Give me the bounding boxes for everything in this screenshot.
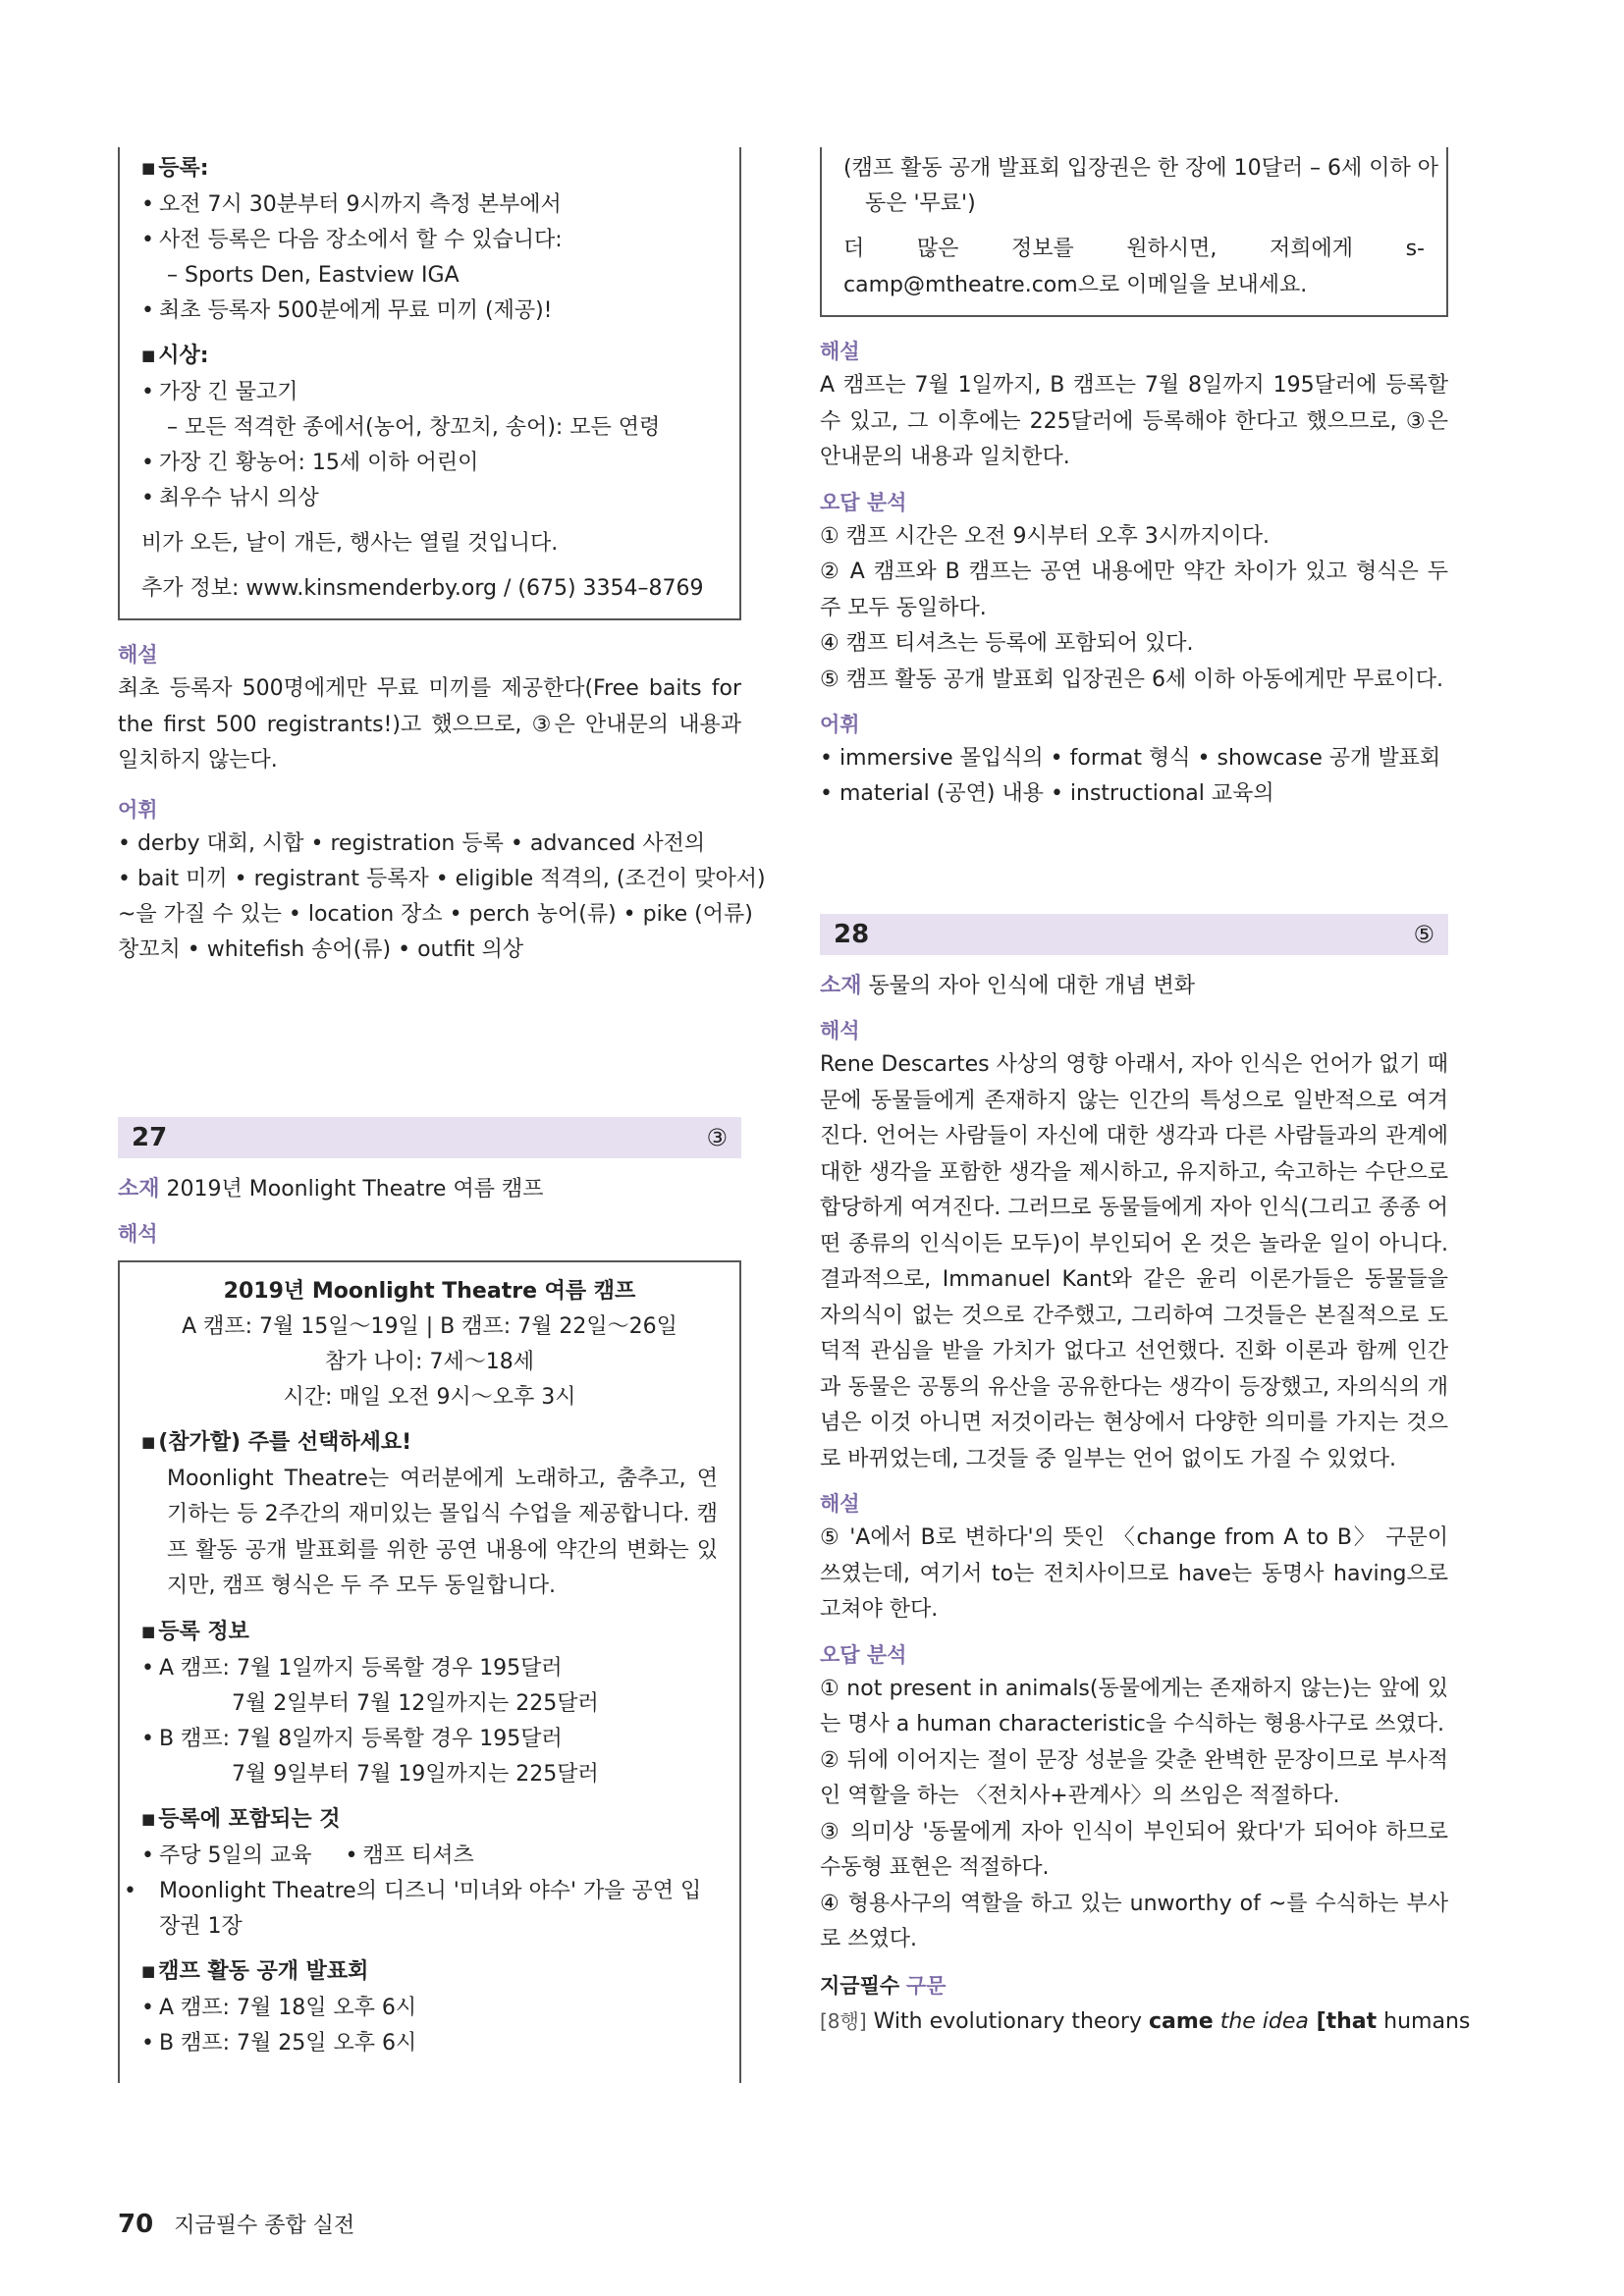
explanation-label: 해설 xyxy=(820,1492,860,1516)
vocab-line: • immersive 몰입식의 • format 형식 • showcase 공개 발표회 xyxy=(820,746,1441,771)
syntax-label: 지금필수 구문 xyxy=(820,1973,947,1998)
wrong-analysis-item: ④ 형용사구의 역할을 하고 있는 unworthy of ~를 수식하는 부사로 쓰였다. xyxy=(820,1891,1448,1951)
ticket-line: (캠프 활동 공개 발표회 입장권은 한 장에 10달러 – 6세 이하 아 xyxy=(843,156,1439,181)
wrong-analysis-label: 오답 분석 xyxy=(820,1642,907,1667)
choose-text: Moonlight Theatre는 여러분에게 노래하고, 춤추고, 연기하는 등 2주간의 재미있는 몰입식 수업을 제공합니다. 캠프 활동 공개 발표회를 위한 공연 내용에 약간의 변화는 있지만, 캠프 형식은 두 주 모두 동일합니다. xyxy=(167,1466,718,1598)
vocab-label: 어휘 xyxy=(820,713,860,736)
syntax-example: [8행] With evolutionary theory came the idea [that humans xyxy=(820,2008,1471,2034)
camp-dates: A 캠프: 7월 15일～19일 | B 캠프: 7월 22일～26일 xyxy=(182,1313,677,1339)
list-item: • 최초 등록자 500분에게 무료 미끼 (제공)! xyxy=(141,298,553,323)
prizes-heading: ■ 시상: xyxy=(141,344,209,368)
vocab-line: • material (공연) 내용 • instructional 교육의 xyxy=(820,781,1274,806)
registration-heading: ■ 등록: xyxy=(141,156,209,181)
camp-title: 2019년 Moonlight Theatre 여름 캠프 xyxy=(223,1278,636,1304)
question-number: 27 xyxy=(132,1122,168,1152)
list-item: • 가장 긴 물고기 xyxy=(141,380,298,404)
list-item: • A 캠프: 7월 1일까지 등록할 경우 195달러 xyxy=(141,1655,563,1681)
explanation-text: 최초 등록자 500명에게만 무료 미끼를 제공한다(Free baits for the first 500 registrants!)고 했으므로, ③은 안내문의 내용과 일치하지 않는다. xyxy=(118,676,741,773)
left-column xyxy=(118,147,766,2083)
explanation-label: 해설 xyxy=(118,643,158,667)
wrong-analysis-item: ② 뒤에 이어지는 절이 문장 성분을 갖춘 완벽한 문장이므로 부사적인 역할을 하는 〈전치사+관계사〉의 쓰임은 적절하다. xyxy=(820,1747,1448,1808)
explanation-label: 해설 xyxy=(820,340,860,363)
explanation-text: ⑤ 'A에서 B로 변하다'의 뜻인 〈change from A to B〉 구문이 쓰였는데, 여기서 to는 전치사이므로 have는 동명사 having으로 고쳐야 한다. xyxy=(820,1525,1448,1622)
right-column xyxy=(820,147,1471,2040)
choose-heading: ■ (참가할) 주를 선택하세요! xyxy=(141,1429,412,1455)
wrong-analysis-item: ② A 캠프와 B 캠프는 공연 내용에만 약간 차이가 있고 형식은 두 주 모두 동일하다. xyxy=(820,560,1448,620)
showcase-heading: ■ 캠프 활동 공개 발표회 xyxy=(141,1958,369,1984)
vocab-line: ~을 가질 수 있는 • location 장소 • perch 농어(류) • pike (어류) xyxy=(118,901,753,927)
topic-line: 소재 동물의 자아 인식에 대한 개념 변화 xyxy=(820,974,1196,998)
vocab-line: 창꼬치 • whitefish 송어(류) • outfit 의상 xyxy=(118,936,524,962)
question-27-header xyxy=(118,1117,741,1158)
included-heading: ■ 등록에 포함되는 것 xyxy=(141,1806,341,1832)
list-item: • B 캠프: 7월 25일 오후 6시 xyxy=(141,2030,417,2056)
translation-text: Rene Descartes 사상의 영향 아래서, 자아 인식은 언어가 없기 때문에 동물들에게 존재하지 않는 인간의 특성으로 일반적으로 여겨진다. 언어는 사람들이 자신에 대한 생각과 다른 사람들과의 관계에 대한 생각을 포함한 생각을 제시하고, 유지하고, 숙고하는 수단으로 합당하게 여겨진다. 그러므로 동물들에게 자아 인식(그리고 종종 어떤 종류의 인식이든 모두)이 부인되어 온 것은 놀라운 일이 아니다. 결과적으로, Immanuel Kant와 같은 윤리 이론가들은 동물들을 자의식이 없는 것으로 간주했고, 그리하여 그것들은 본질적으로 도덕적 관심을 받을 가치가 없다고 선언했다. 진화 이론과 함께 인간과 동물은 공통의 유산을 공유한다는 생각이 등장했고, 자의식의 개념은 이것 아니면 저것이라는 현상에서 다양한 의미를 가지는 것으로 바뀌었는데, 그것들 중 일부는 언어 없이도 가질 수 있었다. xyxy=(820,1052,1448,1471)
wrong-analysis-label: 오답 분석 xyxy=(820,490,907,514)
rain-note: 비가 오든, 날이 개든, 행사는 열릴 것입니다. xyxy=(141,531,559,556)
list-item: 7월 2일부터 7월 12일까지는 225달러 xyxy=(232,1690,599,1716)
vocab-list xyxy=(820,741,1448,812)
explanation-text: A 캠프는 7월 1일까지, B 캠프는 7월 8일까지 195달러에 등록할 수 있고, 그 이후에는 225달러에 등록해야 한다고 했으므로, ③은 안내문의 내용과 일치한다. xyxy=(820,373,1448,469)
derby-notice-box xyxy=(118,147,741,620)
answer-badge: ⑤ xyxy=(1413,921,1435,948)
wrong-analysis-item: ④ 캠프 티셔츠는 등록에 포함되어 있다. xyxy=(820,631,1194,656)
page-number: 70 xyxy=(118,2210,154,2239)
list-item: • Moonlight Theatre의 디즈니 '미녀와 야수' 가을 공연 입장권 1장 xyxy=(124,1878,702,1939)
vocab-label: 어휘 xyxy=(118,797,158,822)
registration-info-heading: ■ 등록 정보 xyxy=(141,1619,249,1644)
list-item: • 최우수 낚시 의상 xyxy=(141,486,319,510)
camp-notice-continued-box xyxy=(820,147,1448,317)
vocab-line: • derby 대회, 시합 • registration 등록 • advanced 사전의 xyxy=(118,830,706,856)
wrong-analysis-item: ⑤ 캠프 활동 공개 발표회 입장권은 6세 이하 아동에게만 무료이다. xyxy=(820,667,1443,692)
camp-age: 참가 나이: 7세～18세 xyxy=(325,1349,534,1374)
question-number: 28 xyxy=(834,920,870,949)
answer-badge: ③ xyxy=(706,1123,728,1151)
info-line: 추가 정보: www.kinsmenderby.org / (675) 3354–8769 xyxy=(141,576,704,601)
vocab-line: • bait 미끼 • registrant 등록자 • eligible 적격의, (조건이 맞아서) xyxy=(118,866,766,891)
page-footer xyxy=(118,2209,354,2239)
list-item: – 모든 적격한 종에서(농어, 창꼬치, 송어): 모든 연령 xyxy=(167,415,661,440)
list-item: • 사전 등록은 다음 장소에서 할 수 있습니다: xyxy=(141,228,563,252)
list-item: • B 캠프: 7월 8일까지 등록할 경우 195달러 xyxy=(141,1726,563,1751)
book-title: 지금필수 종합 실전 xyxy=(174,2214,355,2238)
ticket-line: 동은 '무료') xyxy=(865,191,976,216)
list-item: • 주당 5일의 교육 • 캠프 티셔츠 xyxy=(141,1842,474,1868)
camp-time: 시간: 매일 오전 9시～오후 3시 xyxy=(283,1384,576,1410)
topic-line: 소재 2019년 Moonlight Theatre 여름 캠프 xyxy=(118,1176,544,1201)
translation-label: 해석 xyxy=(820,1019,860,1042)
list-item: • A 캠프: 7월 18일 오후 6시 xyxy=(141,1995,417,2020)
wrong-analysis-item: ③ 의미상 '동물에게 자아 인식이 부인되어 왔다'가 되어야 하므로 수동형 표현은 적절하다. xyxy=(820,1819,1448,1880)
wrong-analysis-item: ① not present in animals(동물에게는 존재하지 않는)는 앞에 있는 명사 a human characteristic을 수식하는 형용사구로 쓰였다. xyxy=(820,1676,1448,1736)
contact-text: 더 많은 정보를 원하시면, 저희에게 s-camp@mtheatre.com으로 이메일을 보내세요. xyxy=(843,237,1425,297)
list-item: – Sports Den, Eastview IGA xyxy=(167,263,460,288)
camp-notice-box xyxy=(118,1260,741,2083)
vocab-list xyxy=(118,827,766,968)
translation-label: 해석 xyxy=(118,1221,158,1246)
list-item: • 가장 긴 황농어: 15세 이하 어린이 xyxy=(141,451,479,475)
list-item: • 오전 7시 30분부터 9시까지 측정 본부에서 xyxy=(141,192,562,217)
question-28-header xyxy=(820,914,1448,955)
wrong-analysis-item: ① 캠프 시간은 오전 9시부터 오후 3시까지이다. xyxy=(820,523,1270,549)
list-item: 7월 9일부터 7월 19일까지는 225달러 xyxy=(232,1761,599,1787)
